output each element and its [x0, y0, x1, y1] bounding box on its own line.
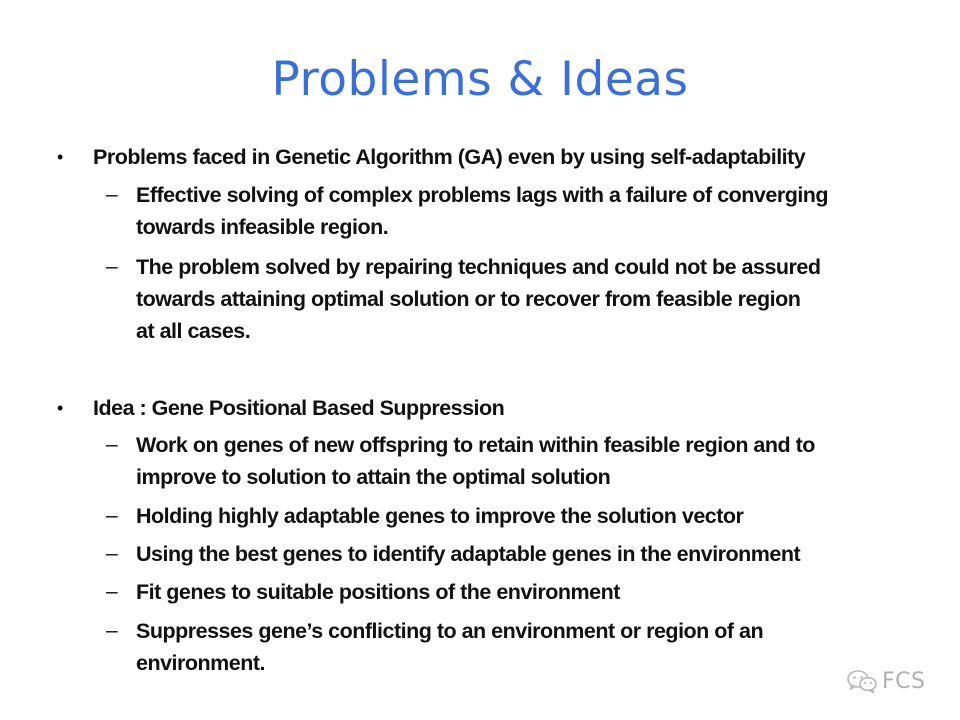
subitem-line: Fit genes to suitable positions of the environment — [136, 580, 620, 604]
slide-title: Problems & Ideas — [271, 52, 689, 107]
bullet-icon: • — [57, 147, 64, 167]
subitem-line: Suppresses gene’s conflicting to an environment or region of an — [136, 619, 764, 643]
subitem-line: environment. — [136, 651, 265, 675]
bullet-icon: • — [57, 398, 64, 418]
subitem-line: towards infeasible region. — [136, 215, 389, 239]
subitem-line: Effective solving of complex problems lags with a failure of converging — [136, 183, 829, 207]
dash-icon: – — [106, 433, 118, 456]
dash-icon: – — [106, 183, 118, 206]
dash-icon: – — [106, 255, 118, 278]
dash-icon: – — [106, 619, 118, 642]
bullet-text-problems: Problems faced in Genetic Algorithm (GA) even by using self-adaptability — [93, 145, 806, 169]
subitem-line: Using the best genes to identify adaptable genes in the environment — [136, 542, 801, 566]
dash-icon: – — [106, 580, 118, 603]
subitem-line: Work on genes of new offspring to retain within feasible region and to — [136, 433, 815, 457]
subitem-line: Holding highly adaptable genes to improve the solution vector — [136, 504, 744, 528]
subitem-line: towards attaining optimal solution or to recover from feasible region — [136, 287, 801, 311]
dash-icon: – — [106, 542, 118, 565]
watermark — [846, 664, 936, 698]
subitem-line: improve to solution to attain the optimal solution — [136, 465, 611, 489]
subitem-line: The problem solved by repairing techniques and could not be assured — [136, 255, 821, 279]
wechat-icon — [846, 668, 878, 694]
subitem-line: at all cases. — [136, 319, 251, 343]
watermark-text: FCS — [882, 668, 926, 694]
bullet-text-idea: Idea : Gene Positional Based Suppression — [93, 396, 505, 420]
dash-icon: – — [106, 504, 118, 527]
